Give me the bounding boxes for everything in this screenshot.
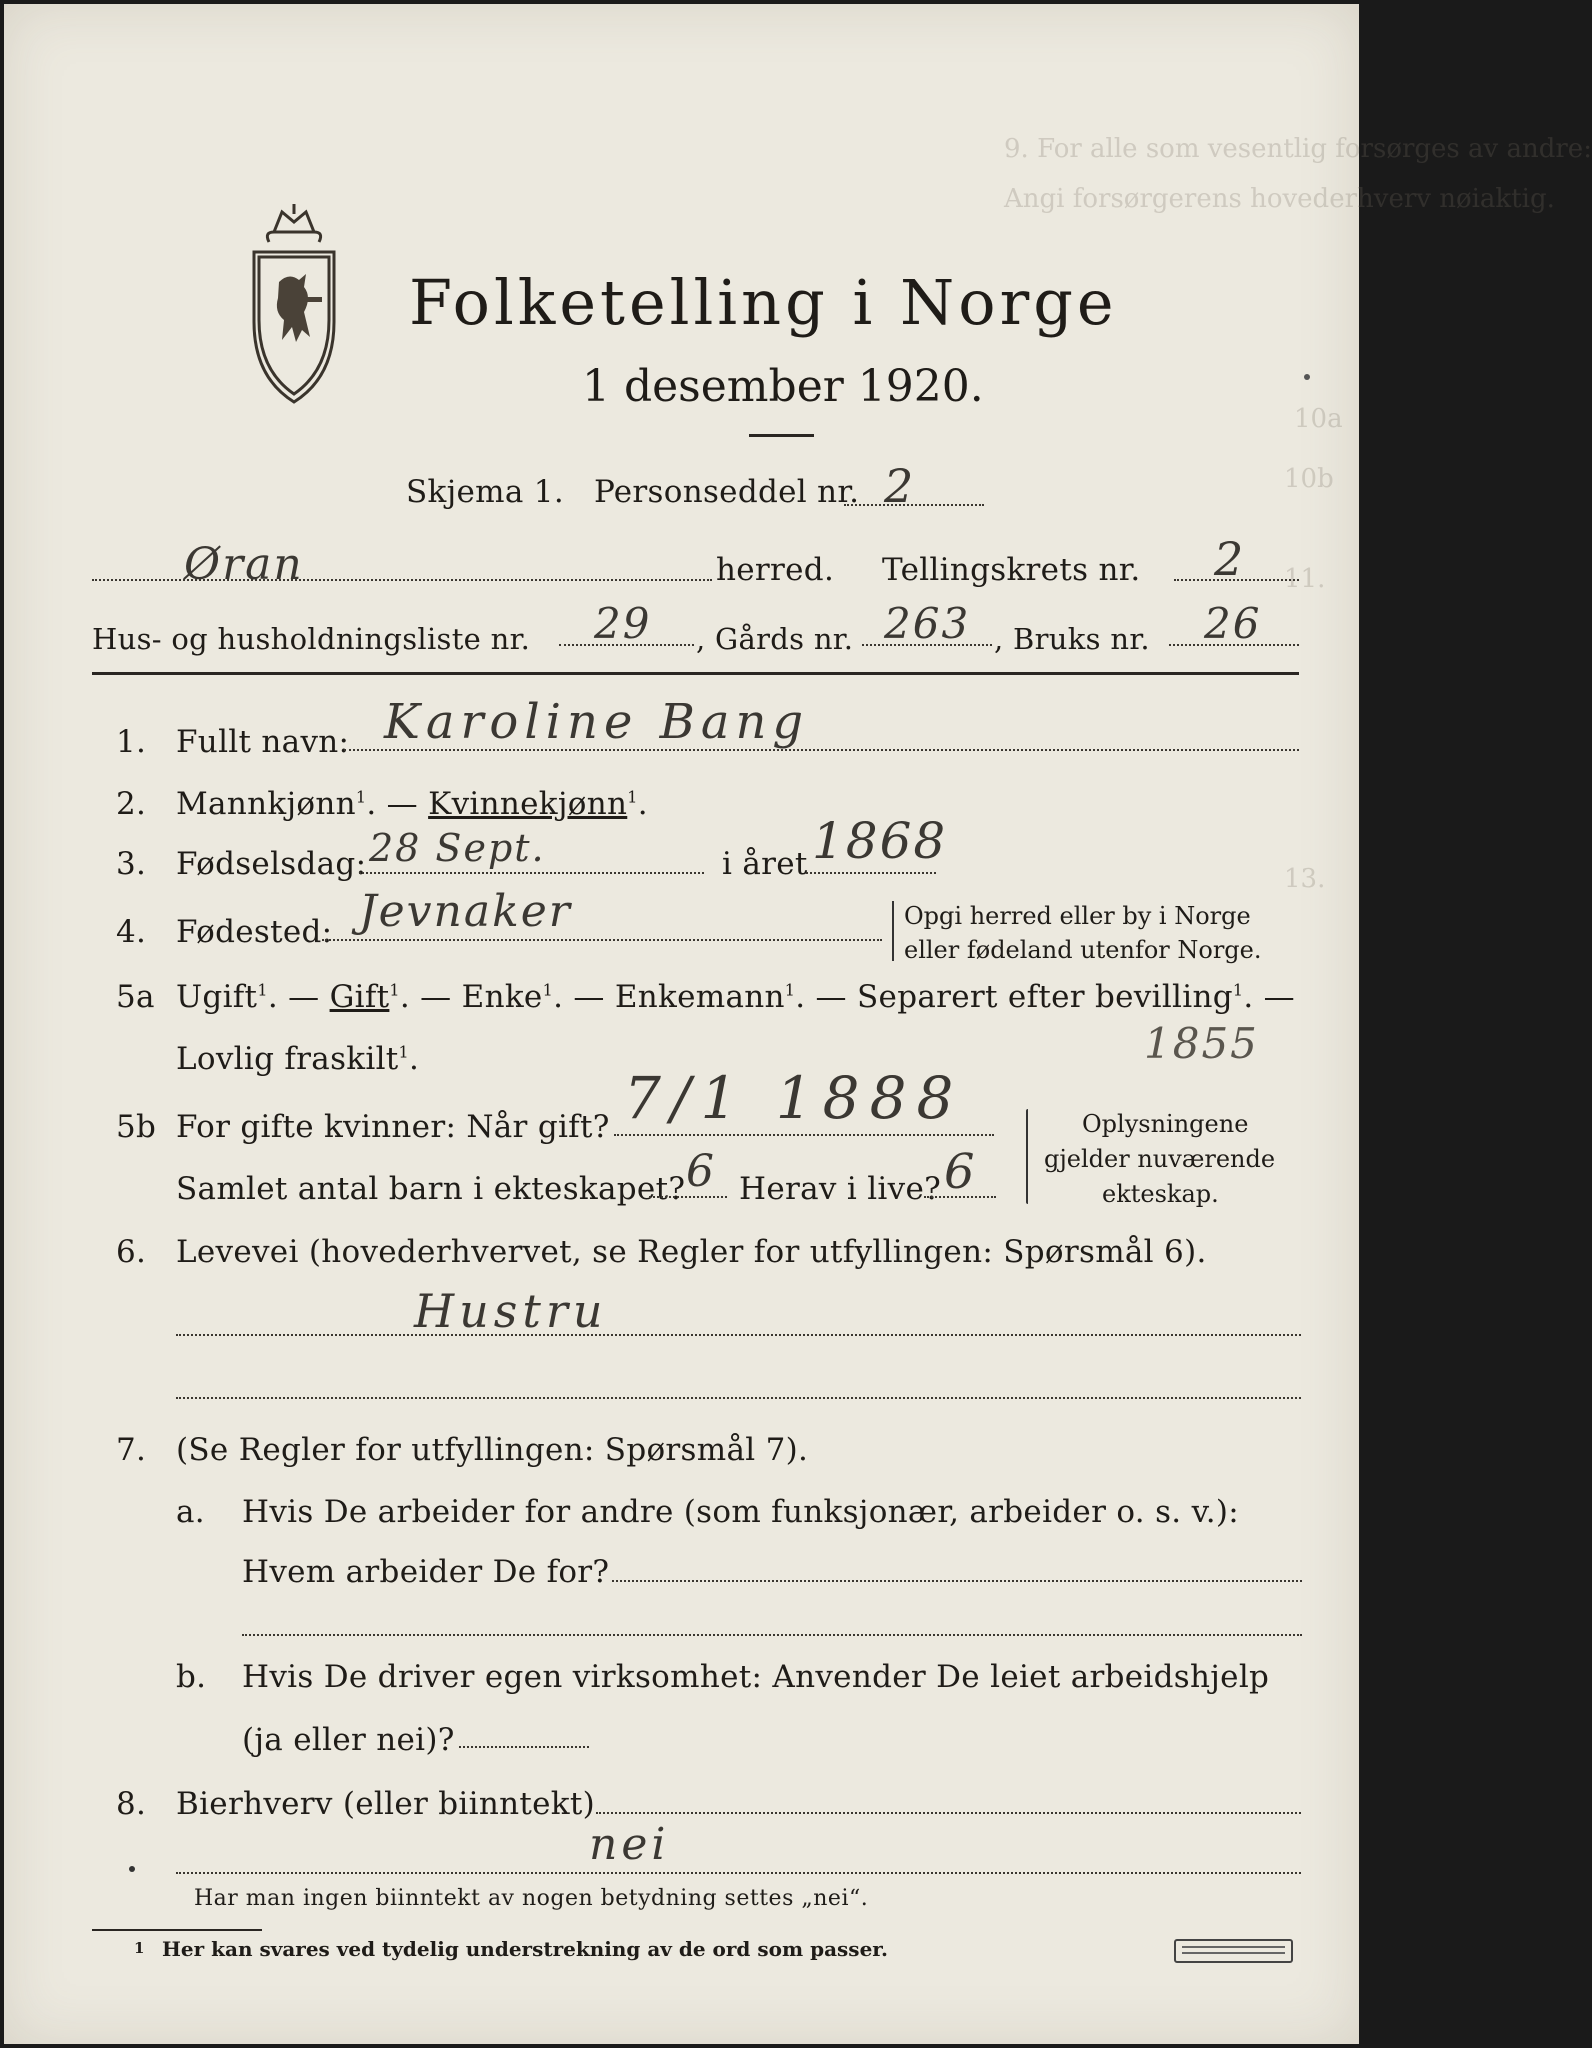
q7b-text: Hvis De driver egen virksomhet: Anvender De leiet arbeidshjelp bbox=[242, 1659, 1270, 1695]
norwegian-coat-of-arms-icon bbox=[244, 202, 344, 411]
option-separert[interactable]: Separert efter bevilling bbox=[857, 979, 1233, 1015]
children-value: 6 bbox=[686, 1146, 716, 1197]
birthday-value: 28 Sept. bbox=[369, 826, 546, 870]
bruks-label: , Bruks nr. bbox=[994, 622, 1150, 656]
q7a-number: a. bbox=[176, 1494, 205, 1530]
q7-label: (Se Regler for utfyllingen: Spørsmål 7). bbox=[176, 1432, 809, 1468]
married-date-field[interactable] bbox=[614, 1134, 994, 1136]
children-label: Samlet antal barn i ekteskapet? bbox=[176, 1171, 686, 1207]
option-fraskilt[interactable]: Lovlig fraskilt bbox=[176, 1041, 399, 1077]
option-male[interactable]: Mannkjønn bbox=[176, 786, 356, 822]
husliste-value: 29 bbox=[594, 599, 652, 648]
ink-dot bbox=[1304, 374, 1310, 380]
printer-stamp bbox=[1174, 1939, 1293, 1963]
q7-number: 7. bbox=[116, 1432, 147, 1468]
q5b-number: 5b bbox=[116, 1109, 157, 1145]
q7a-text: Hvis De arbeider for andre (som funksjonær, arbeider o. s. v.): bbox=[242, 1494, 1240, 1530]
q3-label: Fødselsdag: bbox=[176, 846, 367, 882]
marital-status-options: Ugift$^1$. — Gift$^1$. — Enke$^1$. — Enkemann$^1$. — Separert efter bevilling$^1$. — bbox=[176, 979, 1295, 1015]
marriage-note-3: ekteskap. bbox=[1102, 1180, 1219, 1208]
q5a-number: 5a bbox=[116, 979, 155, 1015]
q6-label: Levevei (hovederhvervet, se Regler for utfyllingen: Spørsmål 6). bbox=[176, 1234, 1207, 1270]
title-divider bbox=[749, 434, 814, 437]
herred-value: Øran bbox=[184, 539, 304, 590]
q7b-number: b. bbox=[176, 1659, 207, 1695]
q1-number: 1. bbox=[116, 724, 147, 760]
q7b-question: (ja eller nei)? bbox=[242, 1722, 455, 1758]
full-name-value: Karoline Bang bbox=[384, 694, 810, 750]
q6-number: 6. bbox=[116, 1234, 147, 1270]
q8-note: Har man ingen biinntekt av nogen betydning settes „nei“. bbox=[194, 1886, 869, 1911]
q8-number: 8. bbox=[116, 1786, 147, 1822]
tellingskrets-value: 2 bbox=[1214, 532, 1246, 586]
q2-number: 2. bbox=[116, 786, 147, 822]
birthplace-note-2: eller fødeland utenfor Norge. bbox=[904, 936, 1262, 964]
marriage-note-2: gjelder nuværende bbox=[1044, 1145, 1276, 1173]
birth-year-value: 1868 bbox=[812, 812, 948, 870]
section-divider bbox=[92, 672, 1299, 675]
option-ugift[interactable]: Ugift bbox=[176, 979, 258, 1015]
q8-label: Bierhverv (eller biinntekt) bbox=[176, 1786, 596, 1822]
gards-value: 263 bbox=[884, 599, 971, 648]
herred-label: herred. bbox=[716, 552, 835, 588]
birthplace-note-brace bbox=[892, 901, 894, 961]
birthplace-note-1: Opgi herred eller by i Norge bbox=[904, 902, 1251, 930]
option-gift[interactable]: Gift bbox=[329, 979, 390, 1015]
q4-label: Fødested: bbox=[176, 914, 333, 950]
occupation-field-1[interactable] bbox=[176, 1334, 1301, 1336]
tellingskrets-label: Tellingskrets nr. bbox=[882, 552, 1141, 588]
option-female[interactable]: Kvinnekjønn bbox=[428, 786, 628, 822]
marriage-note-brace bbox=[1026, 1109, 1028, 1204]
married-label: For gifte kvinner: Når gift? bbox=[176, 1109, 610, 1145]
alive-value: 6 bbox=[944, 1144, 977, 1200]
birthplace-value: Jevnaker bbox=[359, 886, 572, 937]
option-enkemann[interactable]: Enkemann bbox=[614, 979, 785, 1015]
side-income-value: nei bbox=[589, 1819, 670, 1870]
q7a-question: Hvem arbeider De for? bbox=[242, 1554, 610, 1590]
footnote-divider bbox=[92, 1929, 262, 1931]
personseddel-label: Personseddel nr. bbox=[594, 474, 860, 510]
birth-year-field[interactable] bbox=[806, 872, 936, 874]
occupation-field-2[interactable] bbox=[176, 1397, 1301, 1399]
footnote-mark: 1 bbox=[134, 1939, 145, 1957]
birthplace-field[interactable] bbox=[322, 939, 882, 941]
marriage-note-1: Oplysningene bbox=[1082, 1110, 1249, 1138]
side-income-field-2[interactable] bbox=[176, 1872, 1301, 1874]
husliste-label: Hus- og husholdningsliste nr. bbox=[92, 622, 531, 656]
option-enke[interactable]: Enke bbox=[461, 979, 543, 1015]
occupation-value: Hustru bbox=[414, 1284, 608, 1338]
footnote-text: Her kan svares ved tydelig understrekning av de ord som passer. bbox=[162, 1937, 888, 1961]
gards-label: , Gårds nr. bbox=[696, 622, 854, 656]
census-date: 1 desember 1920. bbox=[582, 361, 984, 412]
married-date-value: 7/1 1888 bbox=[624, 1064, 964, 1132]
q4-number: 4. bbox=[116, 914, 147, 950]
form-title: Folketelling i Norge bbox=[409, 266, 1118, 339]
census-form: 9. For alle som vesentlig forsørges av andre: Angi forsørgerens hovederhverv nøiaktig. 10a 10b 11. 13. Folketelling i Norge 1 desember 1920. Skjema 1. Personseddel nr. 2 Øran herred. Tellingskrets nr. 2 Hus- og husholdningsliste nr. 29 , Gårds nr. 263 , Bruks nr. 26 1. Fullt navn: Karoline Bang 2. Mannkjønn$^1$. — Kvinnekjønn$^1$. 3. Fødselsdag: 28 Sept. i året 1868 4. Fødested: Jevnaker Opgi herred eller by i Norge eller fødeland utenfor Norge. 5a Ugift$^1$. — Gift$^1$. — Enke$^1$. — Enkemann$^1$. — Separert efter bevilling$^1$. — Lovlig fraskilt$^1$. 1855 5b For gifte kvinner: Når gift? 7/1 1888 Samlet antal barn i ekteskapet? 6 Herav i live? 6 Oplysningene gjelder nuværende ekteskap. 6. Levevei (hovederhvervet, se Regler for utfyllingen: Spørsmål 6). Hustru 7. (Se Regler for utfyllingen: Spørsmål 7). a. Hvis De arbeider for andre (som funksjonær, arbeider o. s. v.): Hvem arbeider De for? b. Hvis De driver egen virksomhet: Anvender De leiet arbeidshjelp (ja eller nei)? 8. Bierhverv (eller biinntekt) nei Har man ingen biinntekt av nogen betydning settes „nei“. 1 Her kan svares ved tydelig understrekning av de ord som passer. bbox=[4, 4, 1359, 2044]
margin-note: 1855 bbox=[1144, 1019, 1259, 1068]
alive-label: Herav i live? bbox=[739, 1171, 942, 1207]
schema-label: Skjema 1. bbox=[406, 474, 564, 510]
q1-label: Fullt navn: bbox=[176, 724, 350, 760]
q2-options: Mannkjønn$^1$. — Kvinnekjønn$^1$. bbox=[176, 786, 648, 822]
employer-field-1[interactable] bbox=[612, 1580, 1302, 1582]
side-income-field-1[interactable] bbox=[596, 1812, 1301, 1814]
birthday-field[interactable] bbox=[359, 872, 704, 874]
bruks-value: 26 bbox=[1204, 599, 1262, 648]
q3-number: 3. bbox=[116, 846, 147, 882]
hired-help-field[interactable] bbox=[459, 1746, 589, 1748]
personseddel-value: 2 bbox=[884, 459, 916, 513]
option-fraskilt-line: Lovlig fraskilt$^1$. bbox=[176, 1041, 420, 1077]
employer-field-2[interactable] bbox=[242, 1634, 1302, 1636]
year-label: i året bbox=[722, 846, 808, 882]
ink-mark bbox=[129, 1866, 135, 1872]
